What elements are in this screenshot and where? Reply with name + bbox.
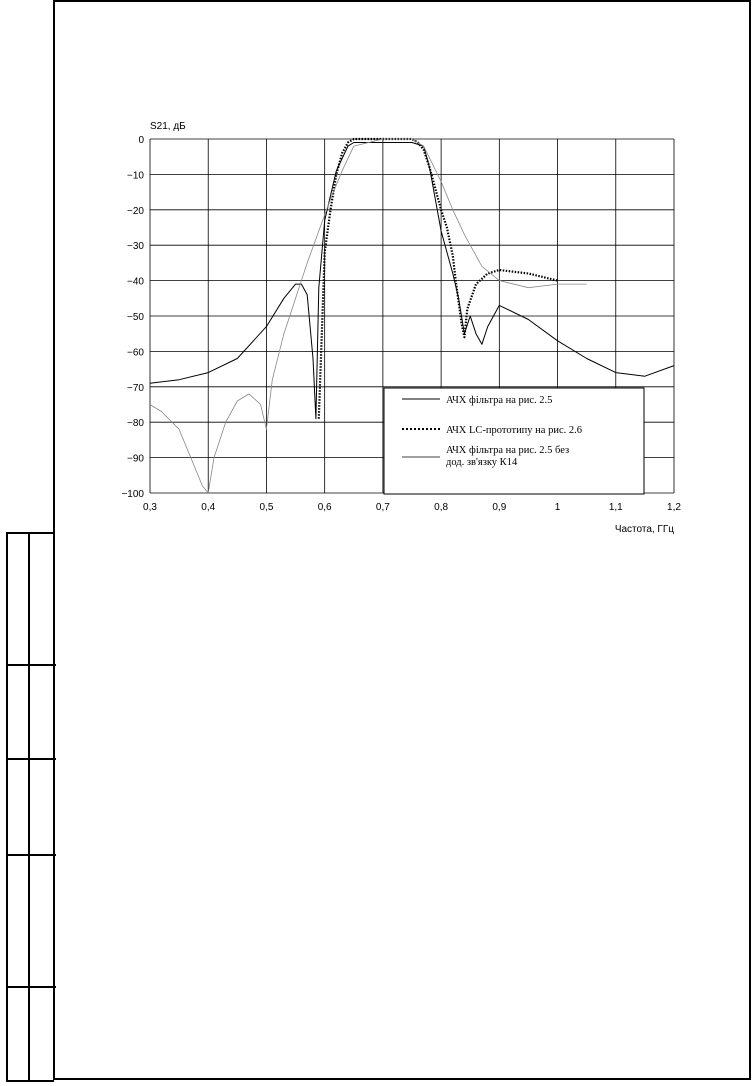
y-tick-label: −60 <box>127 347 144 359</box>
x-tick-label: 0,6 <box>317 502 332 513</box>
y-axis-label: S21, дБ <box>150 121 186 132</box>
y-tick-label: −50 <box>127 312 144 323</box>
y-tick-label: −90 <box>127 453 144 465</box>
x-tick-label: 0,3 <box>143 502 157 513</box>
y-tick-label: 0 <box>138 135 144 146</box>
y-tick-label: −10 <box>127 170 144 182</box>
x-tick-label: 0,4 <box>201 502 216 513</box>
y-tick-label: −20 <box>127 205 144 217</box>
y-tick-label: −30 <box>127 241 144 253</box>
x-tick-label: 1 <box>554 502 561 513</box>
legend-label-lc-prototype: АЧХ LC-прототипу на рис. 2.6 <box>446 425 582 436</box>
y-tick-label: −100 <box>121 489 144 500</box>
series-line-1 <box>319 139 558 419</box>
y-tick-label: −70 <box>127 382 144 394</box>
y-tick-label: −80 <box>127 418 144 430</box>
x-tick-label: 0,5 <box>259 502 274 513</box>
x-tick-label: 0,8 <box>434 502 449 513</box>
x-tick-label: 0,9 <box>492 502 507 513</box>
chart-legend <box>384 388 644 494</box>
legend-label-filter: АЧХ фільтра на рис. 2.5 <box>446 395 553 406</box>
x-tick-label: 0,7 <box>375 502 390 513</box>
legend-label-no-k14: АЧХ фільтра на рис. 2.5 без дод. зв'язку К14 <box>446 445 570 468</box>
x-tick-label: 1,2 <box>667 502 681 513</box>
y-tick-label: −40 <box>127 276 144 288</box>
x-axis-label: Частота, ГГц <box>614 524 674 535</box>
x-tick-label: 1,1 <box>608 502 623 513</box>
